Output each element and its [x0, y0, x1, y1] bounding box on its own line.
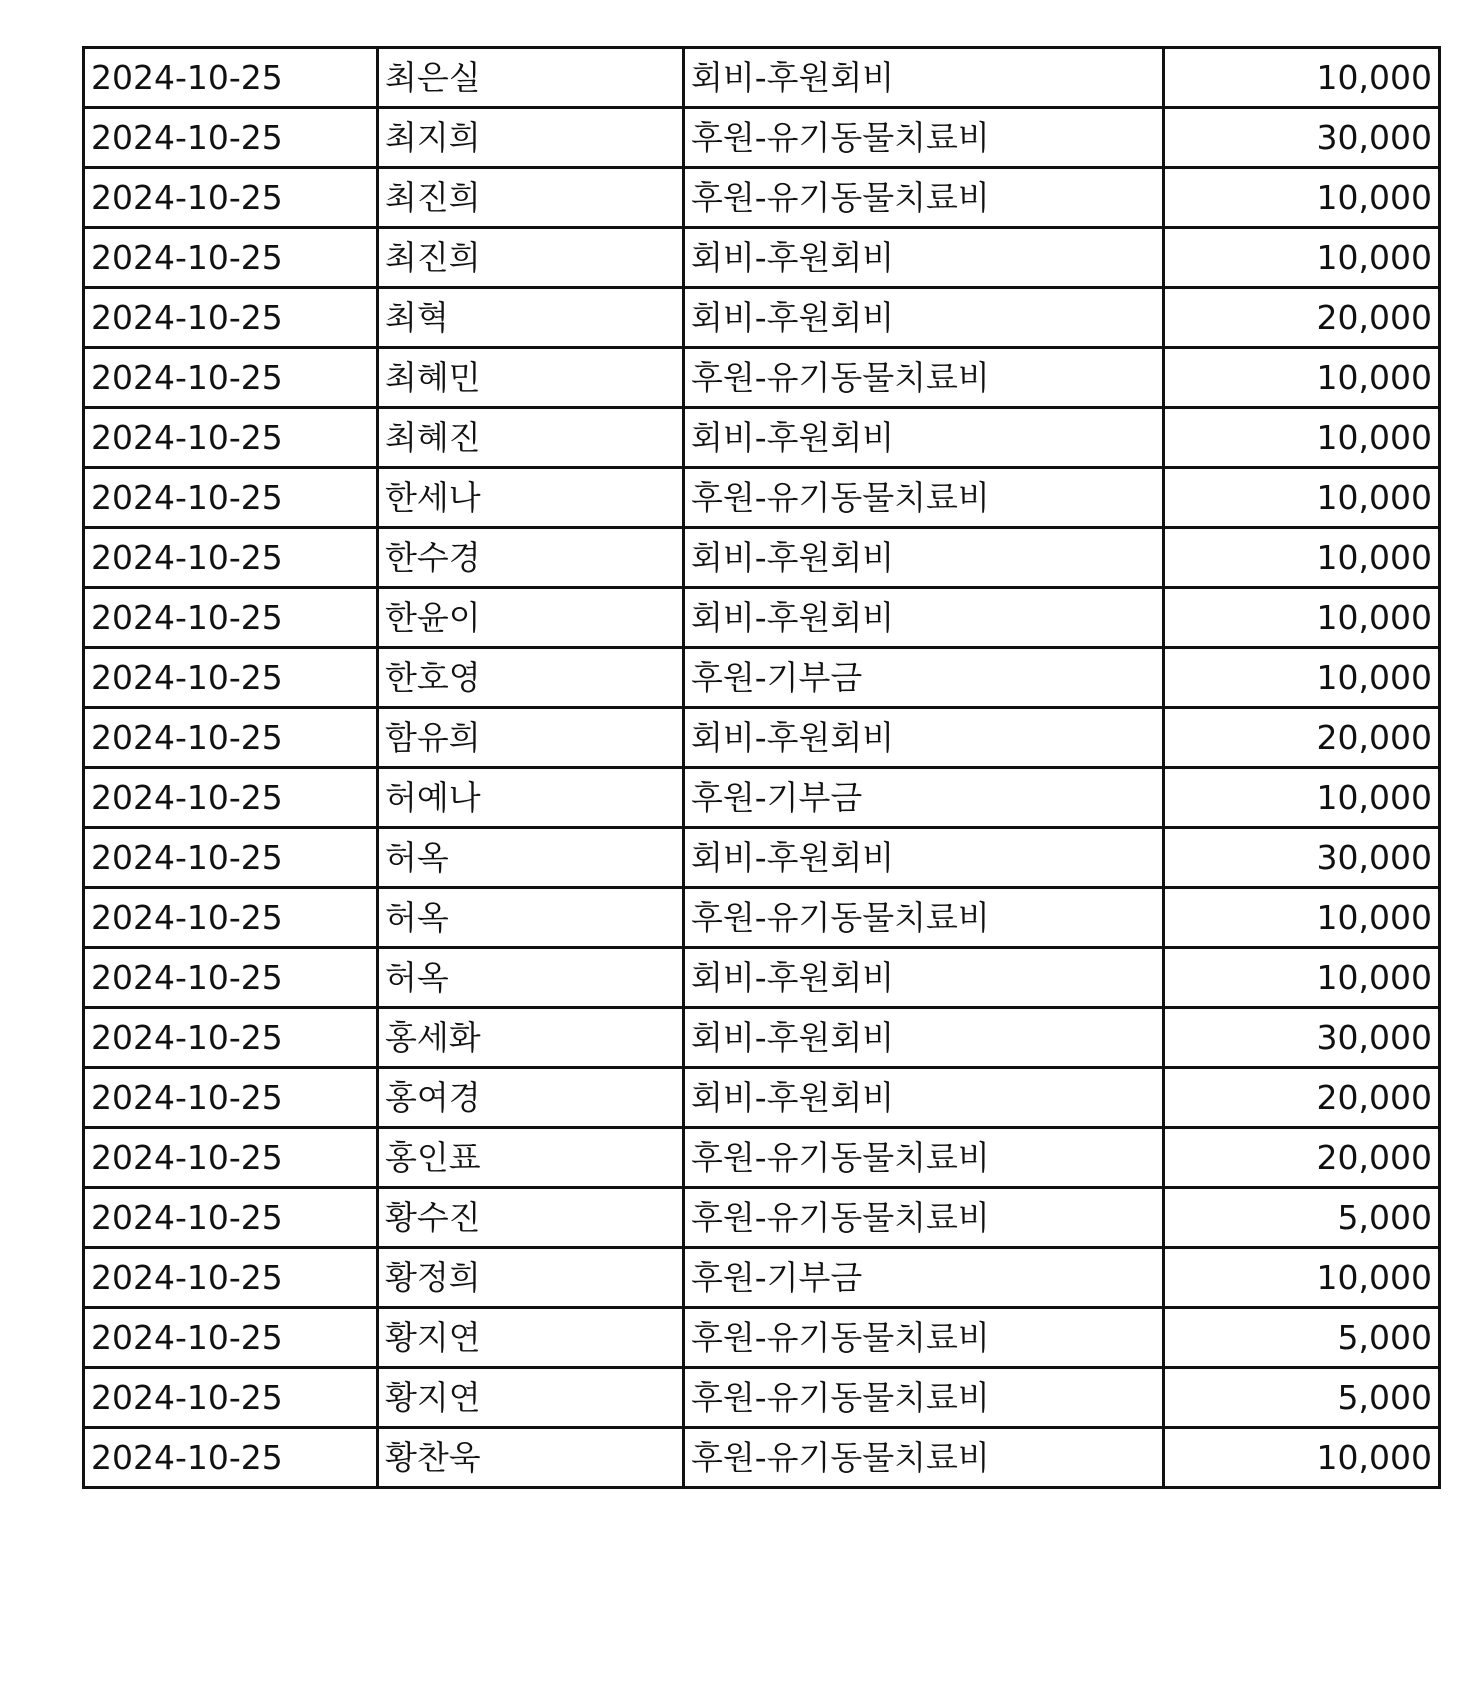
- table-row: [84, 648, 1440, 708]
- table-row: [84, 108, 1440, 168]
- cell-date: 2024-10-25: [84, 1068, 378, 1128]
- cell-donor-name: 황지연: [378, 1368, 684, 1428]
- table-row: [84, 1428, 1440, 1488]
- cell-donor-name: 최혜민: [378, 348, 684, 408]
- cell-category: 후원-기부금: [684, 648, 1164, 708]
- cell-donor-name: 황찬욱: [378, 1428, 684, 1488]
- cell-amount: 10,000: [1164, 1248, 1440, 1308]
- cell-category: 후원-기부금: [684, 1248, 1164, 1308]
- cell-category: 후원-유기동물치료비: [684, 1428, 1164, 1488]
- cell-donor-name: 최진희: [378, 228, 684, 288]
- cell-amount: 10,000: [1164, 408, 1440, 468]
- cell-amount: 10,000: [1164, 768, 1440, 828]
- cell-donor-name: 최은실: [378, 48, 684, 108]
- cell-amount: 20,000: [1164, 288, 1440, 348]
- cell-category: 회비-후원회비: [684, 228, 1164, 288]
- table-row: [84, 1248, 1440, 1308]
- table-row: [84, 528, 1440, 588]
- cell-donor-name: 허옥: [378, 948, 684, 1008]
- cell-amount: 10,000: [1164, 168, 1440, 228]
- cell-date: 2024-10-25: [84, 348, 378, 408]
- cell-category: 후원-유기동물치료비: [684, 168, 1164, 228]
- cell-donor-name: 황정희: [378, 1248, 684, 1308]
- table-row: [84, 288, 1440, 348]
- cell-donor-name: 허예나: [378, 768, 684, 828]
- cell-category: 회비-후원회비: [684, 48, 1164, 108]
- cell-donor-name: 홍세화: [378, 1008, 684, 1068]
- cell-donor-name: 최진희: [378, 168, 684, 228]
- table-row: [84, 768, 1440, 828]
- table-row: [84, 588, 1440, 648]
- cell-donor-name: 최혜진: [378, 408, 684, 468]
- cell-date: 2024-10-25: [84, 1188, 378, 1248]
- table-row: [84, 1368, 1440, 1428]
- cell-date: 2024-10-25: [84, 228, 378, 288]
- cell-donor-name: 최혁: [378, 288, 684, 348]
- cell-date: 2024-10-25: [84, 708, 378, 768]
- cell-donor-name: 한수경: [378, 528, 684, 588]
- cell-category: 후원-유기동물치료비: [684, 1368, 1164, 1428]
- cell-date: 2024-10-25: [84, 108, 378, 168]
- table-row: [84, 48, 1440, 108]
- cell-category: 회비-후원회비: [684, 588, 1164, 648]
- cell-date: 2024-10-25: [84, 1128, 378, 1188]
- cell-date: 2024-10-25: [84, 1368, 378, 1428]
- table-row: [84, 408, 1440, 468]
- cell-amount: 10,000: [1164, 468, 1440, 528]
- table-row: [84, 1188, 1440, 1248]
- cell-date: 2024-10-25: [84, 1008, 378, 1068]
- cell-category: 후원-유기동물치료비: [684, 1188, 1164, 1248]
- cell-date: 2024-10-25: [84, 1308, 378, 1368]
- cell-category: 회비-후원회비: [684, 528, 1164, 588]
- cell-donor-name: 한윤이: [378, 588, 684, 648]
- cell-date: 2024-10-25: [84, 588, 378, 648]
- cell-donor-name: 홍여경: [378, 1068, 684, 1128]
- table-row: [84, 348, 1440, 408]
- cell-amount: 10,000: [1164, 48, 1440, 108]
- table-row: [84, 1308, 1440, 1368]
- cell-amount: 30,000: [1164, 1008, 1440, 1068]
- cell-amount: 30,000: [1164, 108, 1440, 168]
- cell-date: 2024-10-25: [84, 48, 378, 108]
- cell-donor-name: 홍인표: [378, 1128, 684, 1188]
- cell-category: 후원-기부금: [684, 768, 1164, 828]
- cell-category: 후원-유기동물치료비: [684, 1308, 1164, 1368]
- cell-amount: 10,000: [1164, 528, 1440, 588]
- cell-date: 2024-10-25: [84, 1248, 378, 1308]
- cell-date: 2024-10-25: [84, 468, 378, 528]
- cell-amount: 5,000: [1164, 1368, 1440, 1428]
- cell-donor-name: 허옥: [378, 828, 684, 888]
- cell-donor-name: 한호영: [378, 648, 684, 708]
- cell-amount: 5,000: [1164, 1308, 1440, 1368]
- table-row: [84, 1008, 1440, 1068]
- cell-amount: 10,000: [1164, 948, 1440, 1008]
- donation-ledger-table: [82, 46, 1441, 1489]
- cell-date: 2024-10-25: [84, 528, 378, 588]
- table-row: [84, 1068, 1440, 1128]
- cell-donor-name: 황수진: [378, 1188, 684, 1248]
- cell-amount: 20,000: [1164, 1128, 1440, 1188]
- cell-donor-name: 함유희: [378, 708, 684, 768]
- cell-category: 회비-후원회비: [684, 828, 1164, 888]
- cell-amount: 30,000: [1164, 828, 1440, 888]
- cell-category: 회비-후원회비: [684, 948, 1164, 1008]
- table-row: [84, 468, 1440, 528]
- cell-date: 2024-10-25: [84, 948, 378, 1008]
- cell-date: 2024-10-25: [84, 648, 378, 708]
- cell-donor-name: 허옥: [378, 888, 684, 948]
- cell-date: 2024-10-25: [84, 168, 378, 228]
- cell-category: 회비-후원회비: [684, 288, 1164, 348]
- cell-amount: 10,000: [1164, 648, 1440, 708]
- cell-category: 회비-후원회비: [684, 708, 1164, 768]
- table-row: [84, 168, 1440, 228]
- cell-date: 2024-10-25: [84, 408, 378, 468]
- cell-category: 후원-유기동물치료비: [684, 108, 1164, 168]
- cell-category: 후원-유기동물치료비: [684, 348, 1164, 408]
- ledger-body: [84, 48, 1440, 1488]
- cell-amount: 10,000: [1164, 888, 1440, 948]
- cell-amount: 5,000: [1164, 1188, 1440, 1248]
- cell-donor-name: 한세나: [378, 468, 684, 528]
- cell-category: 회비-후원회비: [684, 1068, 1164, 1128]
- cell-amount: 10,000: [1164, 228, 1440, 288]
- cell-donor-name: 황지연: [378, 1308, 684, 1368]
- cell-category: 후원-유기동물치료비: [684, 468, 1164, 528]
- table-row: [84, 948, 1440, 1008]
- cell-date: 2024-10-25: [84, 1428, 378, 1488]
- table-row: [84, 1128, 1440, 1188]
- cell-amount: 20,000: [1164, 708, 1440, 768]
- cell-date: 2024-10-25: [84, 828, 378, 888]
- cell-amount: 10,000: [1164, 1428, 1440, 1488]
- cell-amount: 10,000: [1164, 348, 1440, 408]
- cell-donor-name: 최지희: [378, 108, 684, 168]
- cell-amount: 10,000: [1164, 588, 1440, 648]
- cell-category: 회비-후원회비: [684, 408, 1164, 468]
- cell-date: 2024-10-25: [84, 768, 378, 828]
- cell-amount: 20,000: [1164, 1068, 1440, 1128]
- table-row: [84, 828, 1440, 888]
- cell-category: 후원-유기동물치료비: [684, 1128, 1164, 1188]
- cell-date: 2024-10-25: [84, 288, 378, 348]
- table-row: [84, 888, 1440, 948]
- cell-date: 2024-10-25: [84, 888, 378, 948]
- table-row: [84, 228, 1440, 288]
- cell-category: 회비-후원회비: [684, 1008, 1164, 1068]
- table-row: [84, 708, 1440, 768]
- cell-category: 후원-유기동물치료비: [684, 888, 1164, 948]
